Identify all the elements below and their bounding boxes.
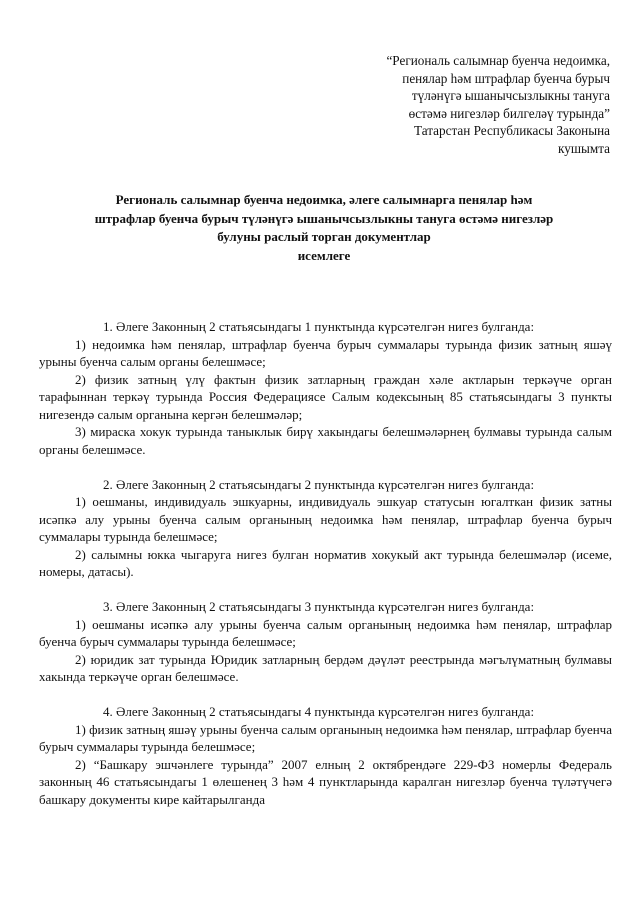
section-heading: 2. Әлеге Законның 2 статьясындагы 2 пунктында күрсәтелгән нигез булганда:	[103, 476, 535, 492]
title-line: штрафлар буенча бурыч түләнүгә ышанычсызлыкны тануга өстәмә нигезләр	[94, 210, 554, 226]
annex-line: пенялар һәм штрафлар буенча бурыч	[402, 70, 610, 86]
document-body	[39, 318, 612, 826]
section-2	[39, 476, 612, 581]
list-item: 2) “Башкару эшчәнлеге турында” 2007 елның 2 октябрендәге 229-ФЗ номерлы Федераль законның 46 статьясындагы 1 өлешенең 3 һәм 4 пунктларында каралган нигезләр буенча түләтүчегә башкару документы кире кайтарылганда	[39, 756, 612, 807]
document-title	[40, 191, 608, 265]
section-heading: 1. Әлеге Законның 2 статьясындагы 1 пунктында күрсәтелгән нигез булганда:	[103, 319, 535, 334]
list-item: 1) физик затның яшәү урыны буенча салым органының недоимка һәм пенялар, штрафлар буенча бурыч суммалары турында белешмәсе;	[39, 721, 612, 754]
annex-line: Татарстан Республикасы Законына	[414, 123, 610, 138]
section-heading: 3. Әлеге Законның 2 статьясындагы 3 пунктында күрсәтелгән нигез булганда:	[103, 599, 535, 614]
section-4	[39, 703, 612, 808]
title-line: булуны раслый торган документлар	[217, 229, 431, 244]
list-item: 1) оешманы, индивидуаль эшкуарны, индивидуаль эшкуар статусын югалткан физик затны исәпкә алу урыны буенча салым органының недоимка һәм пенялар, штрафлар буенча бурыч суммалары турында белешмәсе;	[39, 494, 612, 544]
list-item: 1) оешманы исәпкә алу урыны буенча салым органының недоимка һәм пенялар, штрафлар буенча бурыч суммалары турында белешмәсе;	[39, 616, 612, 649]
section-1	[39, 318, 612, 458]
list-item: 2) юридик зат турында Юридик затларның бердәм дәүләт реестрында мәгълүматның булмавы хакында теркәүче орган белешмәсе.	[39, 651, 612, 684]
section-3	[39, 598, 612, 686]
annex-line: өстәмә нигезләр билгеләү турында”	[408, 105, 610, 121]
title-line: исемлеге	[297, 247, 351, 263]
list-item: 2) салымны юкка чыгаругa нигез булган норматив хокукый акт турында белешмәләр (исеме, номеры, датасы).	[39, 546, 612, 579]
title-line: Региональ салымнар буенча недоимка, әлеге салымнарга пенялар һәм	[115, 192, 533, 207]
section-heading: 4. Әлеге Законның 2 статьясындагы 4 пунктында күрсәтелгән нигез булганда:	[103, 704, 535, 719]
list-item: 1) недоимка һәм пенялар, штрафлар буенча бурыч суммалары турында физик затның яшәү урыны буенча салым органы белешмәсе;	[39, 336, 612, 369]
annex-line: түләнүгә ышанычсызлыкны тануга	[411, 88, 610, 103]
annex-line: “Региональ салымнар буенча недоимка,	[386, 53, 610, 68]
list-item: 3) мираска хокук турында таныклык бирү хакындагы белешмәләрнең булмавы турында салым органы белешмәсе.	[39, 424, 612, 457]
list-item: 2) физик затның үлү фактын физик затларның граждан хәле актларын теркәүче орган тарафыннан теркәү турында Россия Федерациясе Салым кодексының 85 статьясындагы 3 пункты нигезендә салым органына кергән белешмәләр;	[39, 371, 612, 422]
annex-line: кушымта	[558, 140, 610, 156]
annex-note	[310, 52, 610, 157]
